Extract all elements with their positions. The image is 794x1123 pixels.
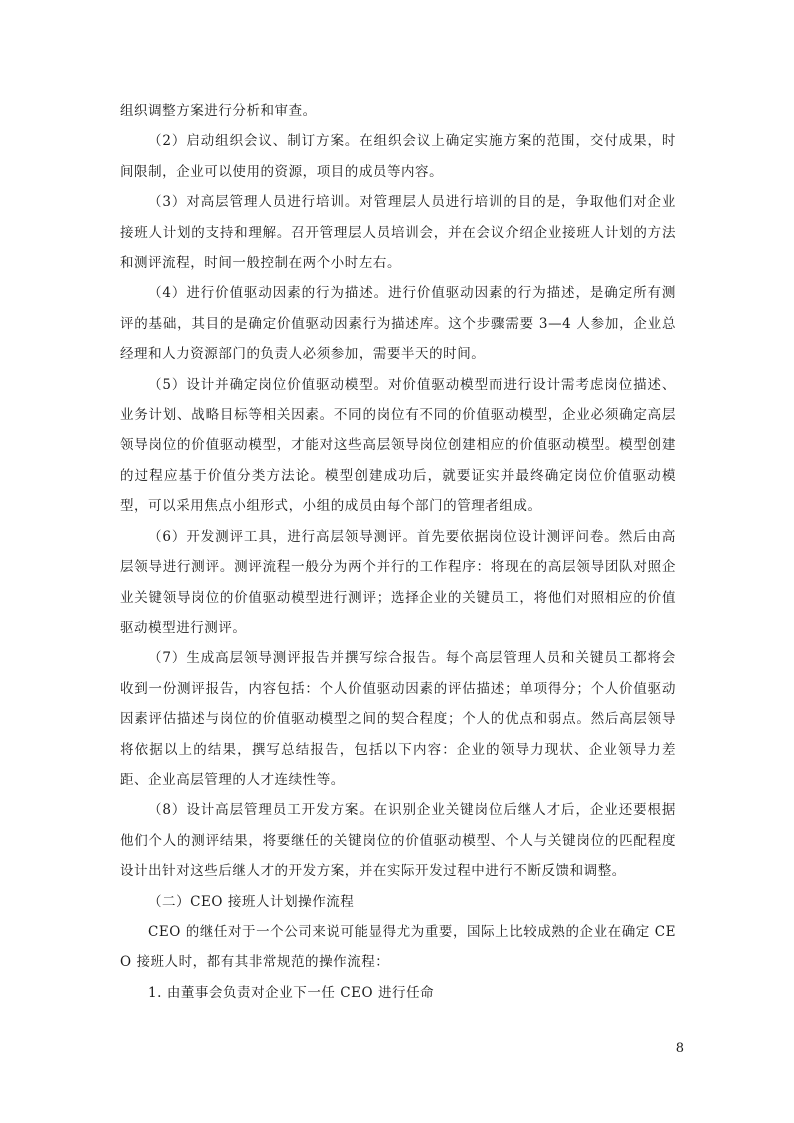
paragraph-step-3: （3）对高层管理人员进行培训。对管理层人员进行培训的目的是，争取他们对企业接班人计划的支持和理解。召开管理层人员培训会，并在会议介绍企业接班人计划的方法和测评流程，时间一般控制在两个小时左右。 [120, 194, 676, 272]
paragraph-step-4: （4）进行价值驱动因素的行为描述。进行价值驱动因素的行为描述，是确定所有测评的基础，其目的是确定价值驱动因素行为描述库。这个步骤需要 3—4 人参加，企业总经理和人力资源部门的负责人必须参加，需要半天的时间。 [120, 285, 676, 363]
page-body [120, 96, 676, 1008]
paragraph-step-7: （7）生成高层领导测评报告并撰写综合报告。每个高层管理人员和关键员工都将会收到一份测评报告，内容包括：个人价值驱动因素的评估描述；单项得分；个人价值驱动因素评估描述与岗位的价值驱动模型之间的契合程度；个人的优点和弱点。然后高层领导将依据以上的结果，撰写总结报告，包括以下内容：企业的领导力现状、企业领导力差距、企业高层管理的人才连续性等。 [120, 650, 676, 788]
section-heading-ceo-process: （二）CEO 接班人计划操作流程 [148, 893, 355, 910]
paragraph-step-8: （8）设计高层管理员工开发方案。在识别企业关键岗位后继人才后，企业还要根据他们个人的测评结果，将要继任的关键岗位的价值驱动模型、个人与关键岗位的匹配程度设计出针对这些后继人才的开发方案，并在实际开发过程中进行不断反馈和调整。 [120, 802, 676, 880]
paragraph-continuation: 组织调整方案进行分析和审查。 [120, 103, 317, 119]
paragraph-ceo-intro: CEO 的继任对于一个公司来说可能显得尤为重要，国际上比较成熟的企业在确定 CEO 接班人时，都有其非常规范的操作流程： [120, 923, 676, 971]
paragraph-step-5: （5）设计并确定岗位价值驱动模型。对价值驱动模型而进行设计需考虑岗位描述、业务计划、战略目标等相关因素。不同的岗位有不同的价值驱动模型，企业必须确定高层领导岗位的价值驱动模型，才能对这些高层领导岗位创建相应的价值驱动模型。模型创建的过程应基于价值分类方法论。模型创建成功后，就要证实并最终确定岗位价值驱动模型，可以采用焦点小组形式，小组的成员由每个部门的管理者组成。 [120, 376, 676, 515]
page-number: 8 [675, 1041, 684, 1056]
paragraph-step-6: （6）开发测评工具，进行高层领导测评。首先要依据岗位设计测评问卷。然后由高层领导进行测评。测评流程一般分为两个并行的工作程序：将现在的高层领导团队对照企业关键领导岗位的价值驱动模型进行测评；选择企业的关键员工，将他们对照相应的价值驱动模型进行测评。 [120, 528, 676, 636]
list-item-board-appointment: 1. 由董事会负责对企业下一任 CEO 进行任命 [148, 984, 435, 1001]
paragraph-step-2: （2）启动组织会议、制订方案。在组织会议上确定实施方案的范围，交付成果，时间限制，企业可以使用的资源，项目的成员等内容。 [120, 133, 676, 180]
